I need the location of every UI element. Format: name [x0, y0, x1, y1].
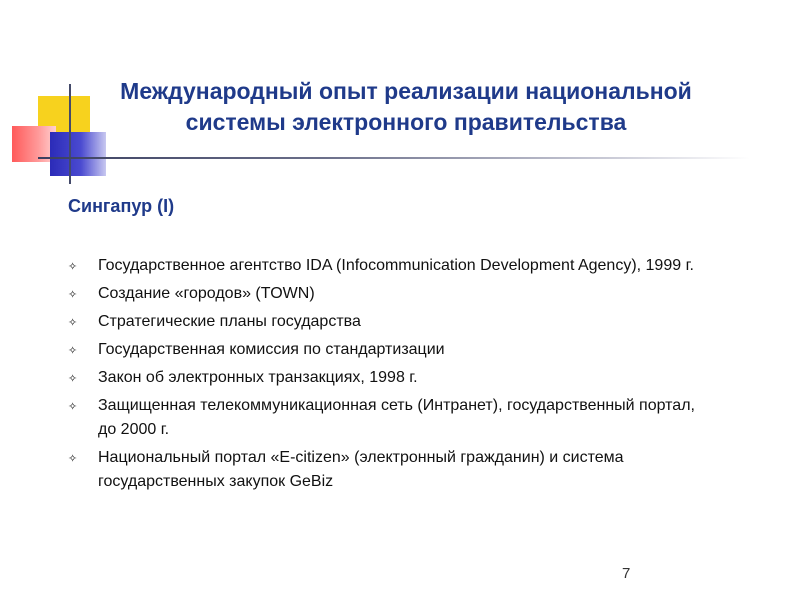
list-item — [68, 394, 708, 442]
sparkle-bullet-icon: ✧ — [68, 401, 78, 413]
decorative-vertical-line — [69, 84, 71, 184]
slide-subtitle: Сингапур (I) — [68, 196, 175, 216]
list-item — [68, 446, 708, 494]
list-item — [68, 338, 708, 362]
sparkle-bullet-icon: ✧ — [68, 373, 78, 385]
list-item-text: Защищенная телекоммуникационная сеть (Интранет), государственный портал, до 2000 г. — [98, 397, 695, 438]
decorative-blue-square — [50, 132, 106, 176]
slide-title: Международный опыт реализации национальной системы электронного правительства — [120, 78, 692, 135]
list-item-text: Закон об электронных транзакциях, 1998 г. — [98, 369, 418, 386]
sparkle-bullet-icon: ✧ — [68, 261, 78, 273]
sparkle-bullet-icon: ✧ — [68, 317, 78, 329]
list-item — [68, 254, 708, 278]
page-number: 7 — [622, 565, 631, 582]
list-item-text: Создание «городов» (TOWN) — [98, 285, 315, 302]
list-item-text: Государственная комиссия по стандартизации — [98, 341, 445, 358]
list-item — [68, 282, 708, 306]
list-item — [68, 366, 708, 390]
list-item-text: Стратегические планы государства — [98, 313, 361, 330]
list-item-text: Национальный портал «E-citizen» (электронный гражданин) и система государственных закупок GeBiz — [98, 449, 624, 490]
list-item-text: Государственное агентство IDA (Infocommunication Development Agency), 1999 г. — [98, 257, 694, 274]
list-item — [68, 310, 708, 334]
sparkle-bullet-icon: ✧ — [68, 345, 78, 357]
sparkle-bullet-icon: ✧ — [68, 453, 78, 465]
sparkle-bullet-icon: ✧ — [68, 289, 78, 301]
decorative-horizontal-line — [38, 157, 750, 159]
bullet-list — [68, 254, 708, 498]
